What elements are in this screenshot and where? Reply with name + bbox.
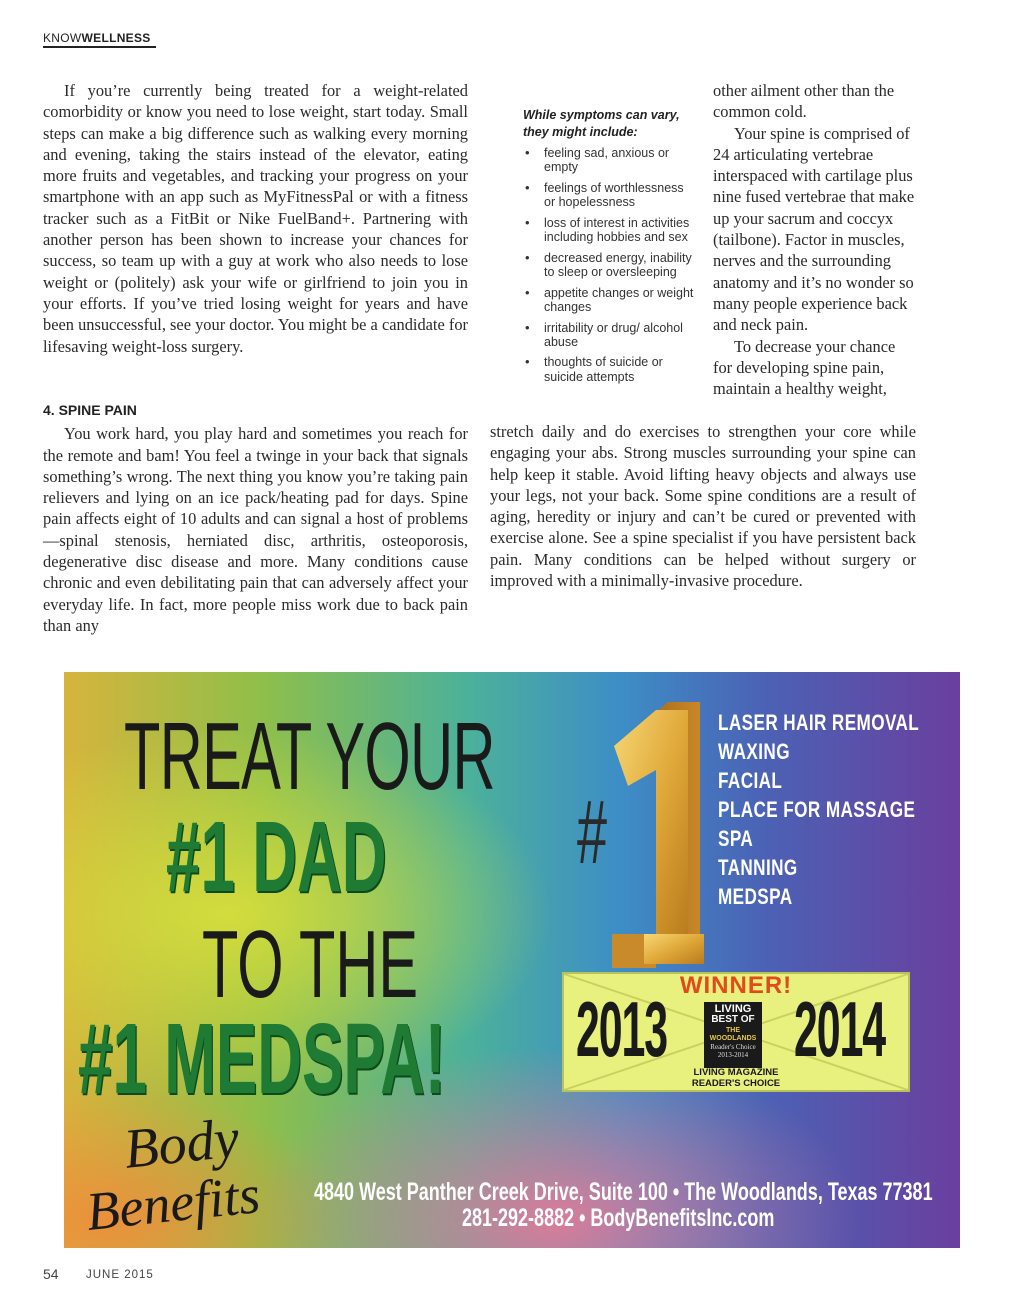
list-item: • feelings of worthlessness or hopelessness (523, 181, 698, 209)
seal-readers-choice: Reader's Choice (710, 1043, 756, 1051)
list-item: • loss of interest in activities including hobbies and sex (523, 216, 698, 244)
article-paragraph: other ailment other than the common cold. (713, 81, 895, 122)
section-heading: 4. SPINE PAIN (43, 402, 137, 418)
seal-years: 2013-2014 (717, 1051, 749, 1059)
ad-headline-dad: #1 DAD (166, 801, 387, 913)
logo-body-text: Body (121, 1107, 242, 1181)
article-column-left-top (43, 80, 468, 357)
logo-benefits-text: Benefits (83, 1164, 263, 1242)
kicker-know: KNOW (43, 31, 82, 45)
seal-living: LIVING (714, 1003, 752, 1015)
award-year-left: 2013 (576, 985, 668, 1073)
service-item: WAXING (718, 739, 790, 764)
article-column-right-bottom (490, 421, 916, 591)
article-paragraph: To decrease your chance for developing spine pain, maintain a healthy weight, (713, 336, 896, 399)
sidebar-title (523, 107, 698, 140)
list-item: • thoughts of suicide or suicide attempts (523, 355, 698, 383)
best-of-seal (704, 1002, 762, 1068)
issue-date: JUNE 2015 (86, 1269, 154, 1281)
hash-symbol: # (577, 783, 608, 883)
article-column-right-top (713, 80, 916, 399)
award-footer-line: READER'S CHOICE (691, 1077, 781, 1089)
service-item: SPA (718, 826, 754, 851)
list-item: • irritability or drug/ alcohol abuse (523, 321, 698, 349)
ad-contact-link[interactable]: 281-292-8882 • BodyBenefitsInc.com (462, 1204, 775, 1232)
list-item: • feeling sad, anxious or empty (523, 146, 698, 174)
article-paragraph: If you’re currently being treated for a weight-related comorbidity or know you need to lose weight, start today. Small steps can make a big difference such as walking every morning and evening, taking the stairs instead of the elevator, eating more fruits and vegetables, and tracking your progress on your smartphone with an app such as MyFitnessPal or with a fitness tracker such as a FitBit or Nike FuelBand+. Partnering with another person has been shown to increase your chances for success, so team up with a guy at work who also needs to lose weight or (politely) ask your wife or girlfriend to join you in your efforts. If you’ve tried losing weight for years and have been unsuccessful, see your doctor. You might be a candidate for lifesaving weight-loss surgery. (43, 81, 468, 356)
ad-address: 4840 West Panther Creek Drive, Suite 100 • The Woodlands, Texas 77381 (314, 1178, 933, 1206)
ad-headline-to-the: TO THE (202, 911, 419, 1018)
kicker-underline (43, 46, 156, 48)
services-list (718, 708, 960, 911)
seal-the: THE (726, 1027, 740, 1034)
symptoms-list (523, 146, 698, 384)
service-item: FACIAL (718, 768, 783, 793)
award-footer (564, 1068, 908, 1089)
symptoms-sidebar (523, 107, 698, 390)
kicker-wellness: WELLNESS (81, 31, 151, 45)
article-paragraph: You work hard, you play hard and sometimes you reach for the remote and bam! You feel a twinge in your back that signals something’s wrong. The next thing you know you’re taking pain relievers and lying on an ice pack/heating pad for days. Spine pain affects eight of 10 adults and can signal a host of problems—spinal stenosis, herniated disc, arthritis, osteoporosis, degenerative disc disease and more. Many conditions cause chronic and even debilitating pain that can adversely affect your everyday life. In fact, more people miss work due to back pain than any (43, 424, 468, 635)
body-benefits-advertisement[interactable] (64, 672, 960, 1248)
award-badge (562, 972, 910, 1092)
article-paragraph: Your spine is comprised of 24 articulating vertebrae interspaced with cartilage plus nine fused vertebrae that make up your sacrum and coccyx (tailbone). Factor in muscles, nerves and the surrounding anatomy and it’s no wonder so many people experience back and neck pain. (713, 123, 915, 335)
article-column-left-bottom (43, 400, 468, 636)
seal-woodlands: WOODLANDS (709, 1035, 757, 1042)
award-year-right: 2014 (794, 985, 886, 1073)
service-item: MEDSPA (718, 884, 793, 909)
seal-best-of: BEST OF (711, 1014, 755, 1025)
ad-headline-treat: TREAT YOUR (124, 703, 495, 810)
service-item: LASER HAIR REMOVAL (718, 710, 920, 735)
list-item: • appetite changes or weight changes (523, 286, 698, 314)
sidebar-title-line: they might include: (523, 124, 638, 139)
service-item: TANNING (718, 855, 798, 880)
award-winner-text: WINNER! (679, 972, 793, 999)
list-item: • decreased energy, inability to sleep or oversleeping (523, 251, 698, 279)
page-number: 54 (43, 1266, 59, 1282)
gold-number-one-icon (604, 698, 724, 968)
article-paragraph: stretch daily and do exercises to strengthen your core while engaging your abs. Strong muscles surrounding your spine can help keep it stable. Avoid lifting heavy objects and always use your legs, not your back. Some spine conditions are a result of aging, heredity or injury and can’t be cured or prevented with exercise alone. See a spine specialist if you have persistent back pain. Many conditions can be helped without surgery or improved with a minimally-invasive procedure. (490, 422, 916, 591)
section-kicker (43, 31, 151, 45)
sidebar-title-line: While symptoms can vary, (523, 108, 680, 122)
service-item: PLACE FOR MASSAGE (718, 797, 916, 822)
ad-headline-medspa: #1 MEDSPA! (78, 1003, 446, 1115)
award-footer-line: LIVING MAGAZINE (693, 1067, 779, 1078)
